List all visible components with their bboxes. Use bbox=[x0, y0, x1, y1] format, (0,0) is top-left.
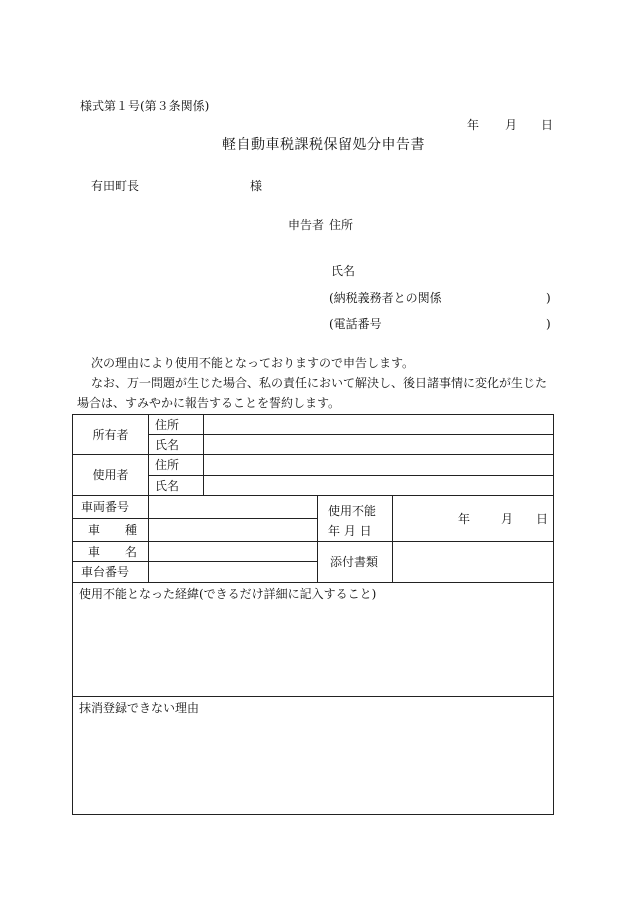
unusable-label-line1: 使用不能 bbox=[328, 504, 377, 518]
declarant-label: 申告者 bbox=[288, 218, 325, 232]
circumstances-field[interactable] bbox=[73, 583, 554, 697]
table-row bbox=[73, 542, 554, 562]
user-address-label: 住所 bbox=[149, 455, 204, 476]
date-month-label: 月 bbox=[505, 118, 518, 132]
vehicle-name-char-a: 車 bbox=[88, 544, 101, 559]
vehicle-number-field[interactable] bbox=[149, 496, 318, 519]
form-number: 様式第１号(第３条関係) bbox=[80, 99, 210, 113]
owner-address-field[interactable] bbox=[204, 415, 554, 435]
chassis-number-label: 車台番号 bbox=[73, 562, 149, 583]
vehicle-type-label bbox=[73, 519, 149, 542]
table-row bbox=[73, 415, 554, 435]
owner-address-label: 住所 bbox=[149, 415, 204, 435]
table-row bbox=[73, 697, 554, 815]
table-row bbox=[73, 455, 554, 476]
vehicle-type-char-b: 種 bbox=[125, 523, 138, 537]
declarant-relation-close: ) bbox=[546, 291, 551, 305]
vehicle-number-label: 車両番号 bbox=[73, 496, 149, 519]
unusable-date-year: 年 bbox=[458, 511, 471, 526]
vehicle-name-label bbox=[73, 542, 149, 562]
unusable-date-label bbox=[318, 496, 393, 542]
vehicle-type-char-a: 車 bbox=[88, 523, 101, 537]
addressee-name: 有田町長 bbox=[91, 179, 140, 193]
unusable-label-line2: 年 月 日 bbox=[328, 524, 372, 538]
table-row bbox=[73, 496, 554, 519]
user-label: 使用者 bbox=[73, 455, 149, 496]
user-name-field[interactable] bbox=[204, 476, 554, 496]
declarant-phone-label: (電話番号 bbox=[329, 317, 382, 331]
declaration-table bbox=[72, 414, 554, 815]
declarant-relation-label: (納税義務者との関係 bbox=[329, 291, 442, 305]
declarant-address-label: 住所 bbox=[329, 218, 354, 232]
declarant-name-label: 氏名 bbox=[331, 264, 356, 278]
attachments-field[interactable] bbox=[393, 542, 554, 583]
chassis-number-field[interactable] bbox=[149, 562, 318, 583]
vehicle-name-char-b: 名 bbox=[125, 544, 138, 559]
reason-field[interactable] bbox=[73, 697, 554, 815]
unusable-date-month: 月 bbox=[501, 511, 514, 526]
unusable-date-day: 日 bbox=[536, 511, 549, 526]
owner-name-label: 氏名 bbox=[149, 435, 204, 455]
body-text-line3: 場合は、すみやかに報告することを誓約します。 bbox=[77, 396, 341, 410]
owner-name-field[interactable] bbox=[204, 435, 554, 455]
user-address-field[interactable] bbox=[204, 455, 554, 476]
body-text-line2: なお、万一問題が生じた場合、私の責任において解決し、後日諸事情に変化が生じた bbox=[91, 376, 548, 390]
user-name-label: 氏名 bbox=[149, 476, 204, 496]
unusable-date-field[interactable] bbox=[393, 496, 554, 542]
vehicle-name-field[interactable] bbox=[149, 542, 318, 562]
addressee-honorific: 様 bbox=[250, 179, 263, 193]
circumstances-label: 使用不能となった経緯(できるだけ詳細に記入すること) bbox=[79, 587, 377, 601]
vehicle-type-field[interactable] bbox=[149, 519, 318, 542]
declarant-phone-close: ) bbox=[546, 317, 551, 331]
page-title: 軽自動車税課税保留処分申告書 bbox=[222, 137, 425, 153]
owner-label: 所有者 bbox=[73, 415, 149, 455]
attachments-label: 添付書類 bbox=[318, 542, 393, 583]
body-text-line1: 次の理由により使用不能となっておりますので申告します。 bbox=[91, 356, 415, 370]
date-day-label: 日 bbox=[541, 118, 554, 132]
date-year-label: 年 bbox=[467, 118, 480, 132]
table-row bbox=[73, 583, 554, 697]
reason-label: 抹消登録できない理由 bbox=[79, 701, 200, 715]
